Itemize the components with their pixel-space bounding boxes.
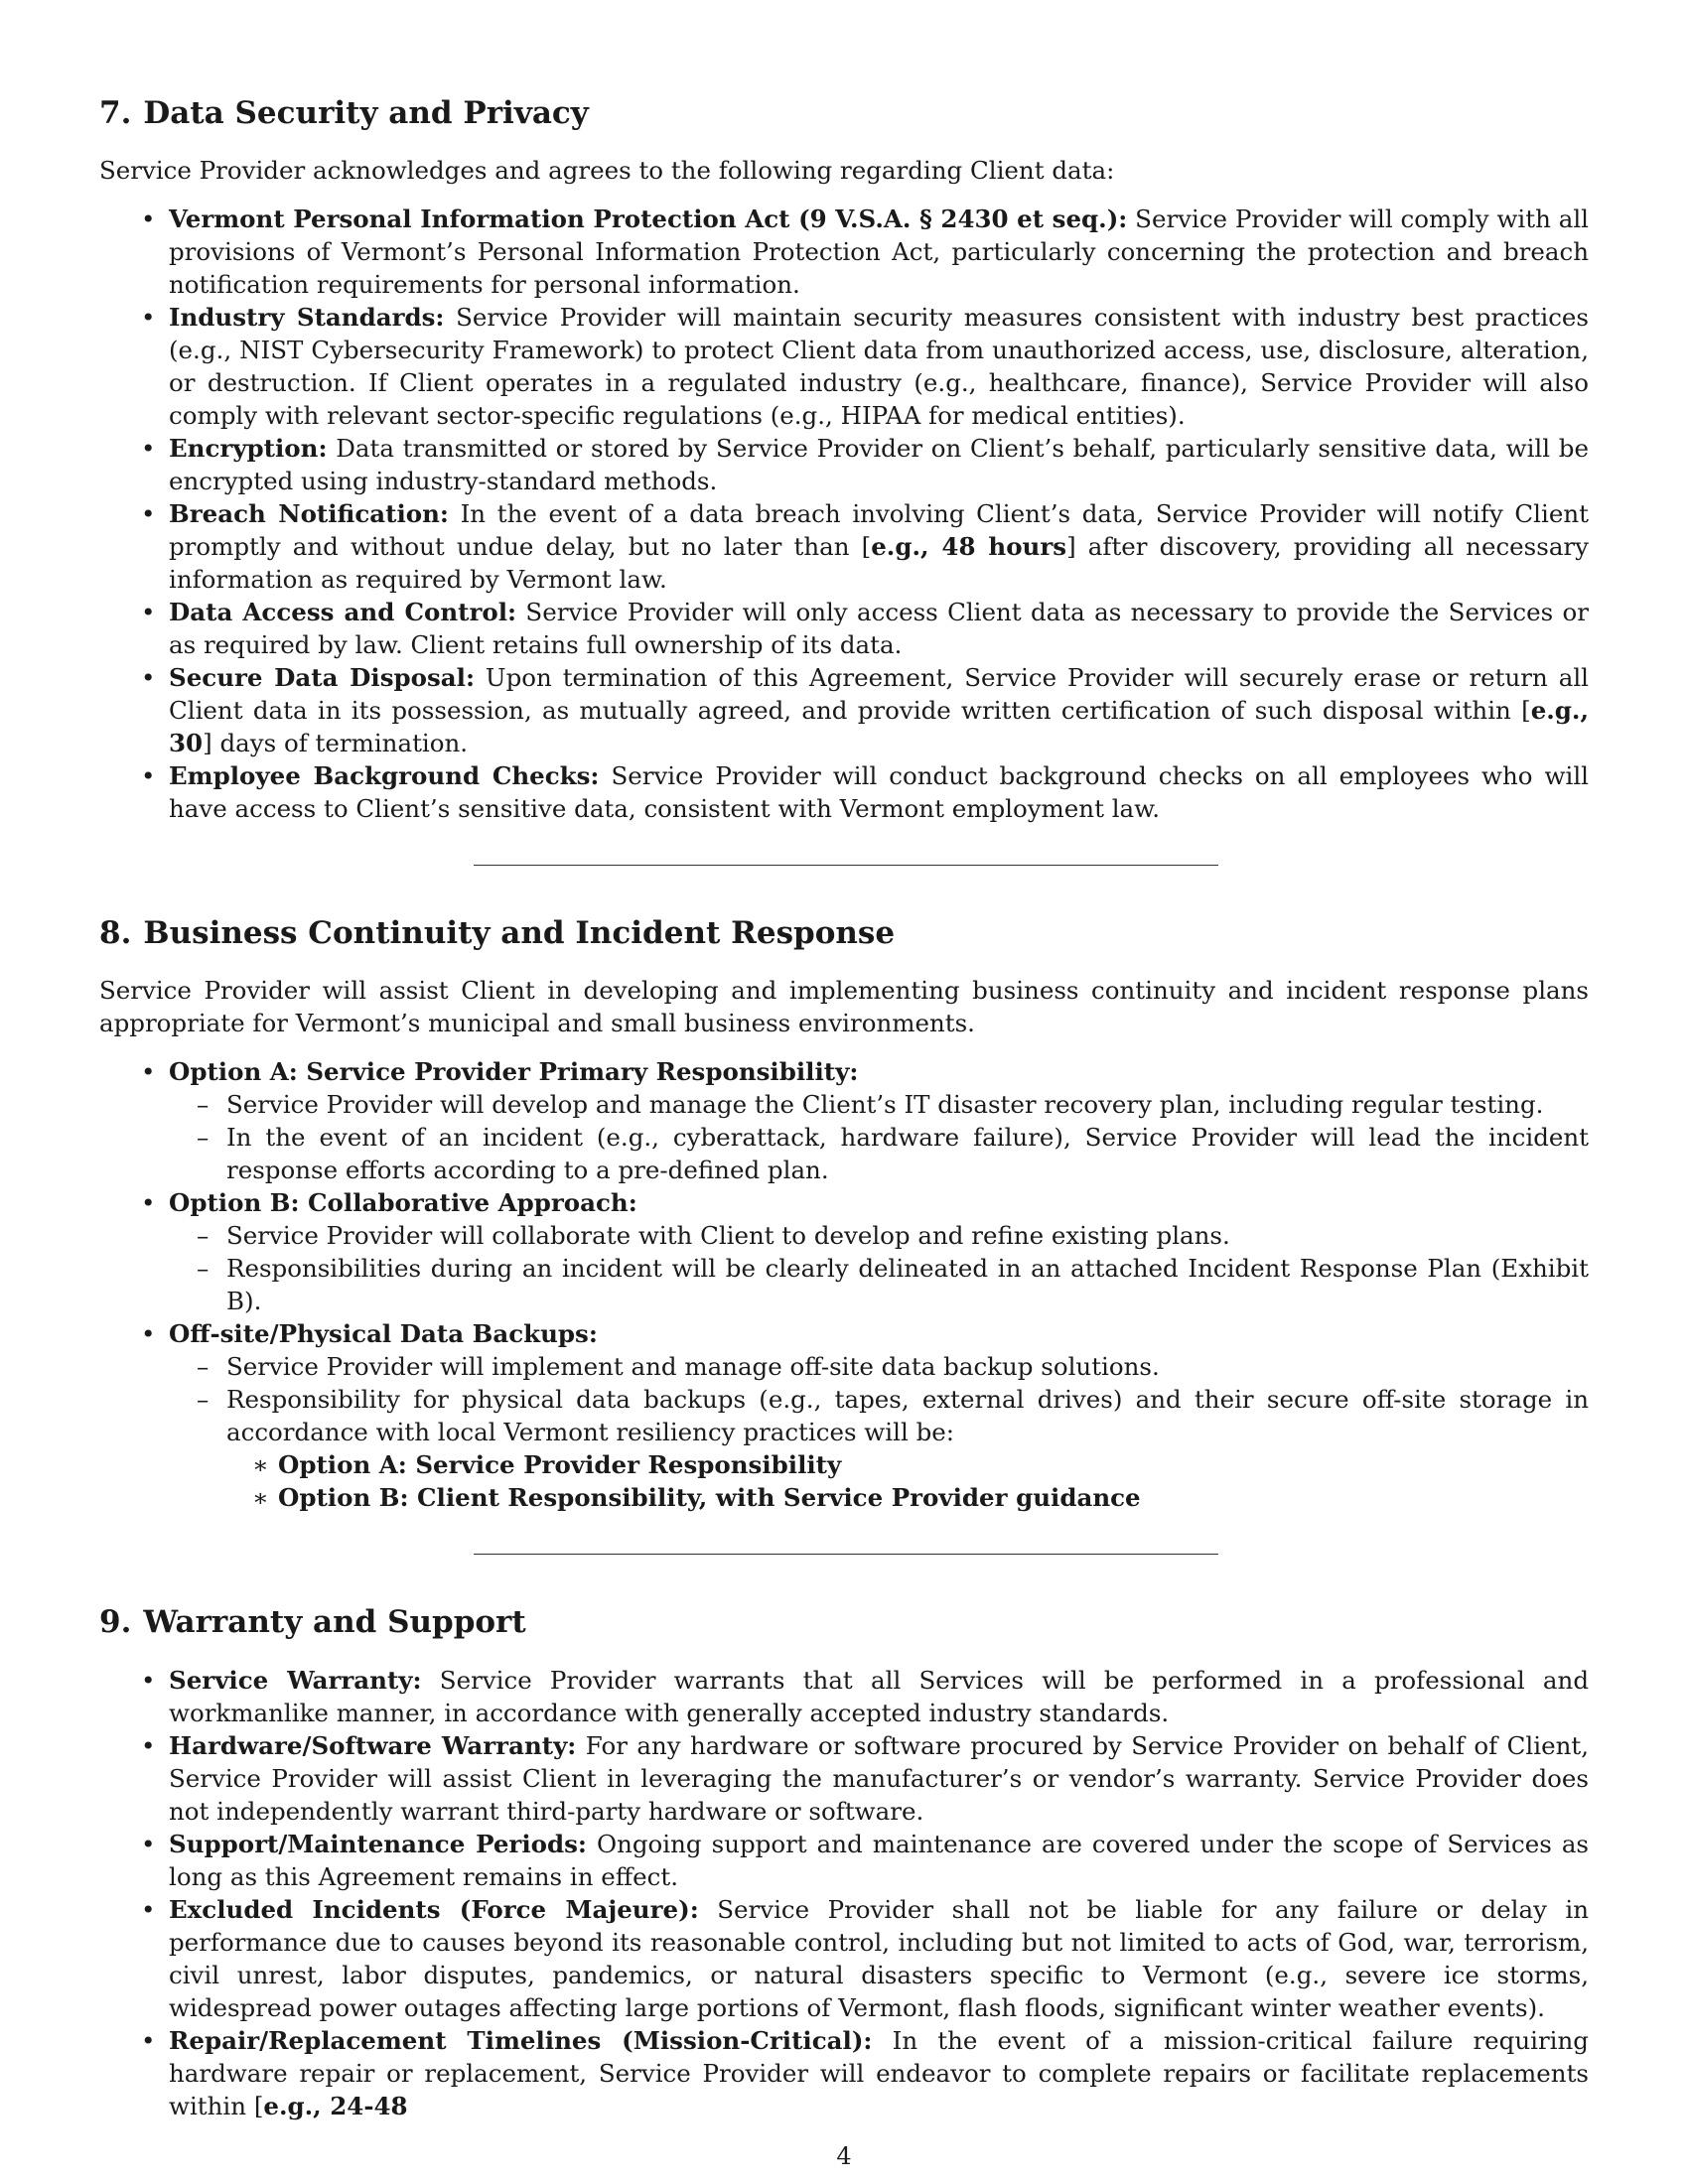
item-text: Service Provider will maintain security measures consistent with industry best practices (e.g., NIST Cybersecurity Framework) to protect Client data from unauthorized access, use, disclosure, alteration, or destruction. If Client operates in a regulated industry (e.g., healthcare, finance), Service Provider will also comply with relevant sector-specific regulations (e.g., HIPAA for medical entities). xyxy=(169,303,1589,431)
sub-item-text: In the event of an incident (e.g., cyberattack, hardware failure), Service Provider will lead the incident response efforts according to a pre-defined plan. xyxy=(226,1123,1589,1185)
sub-list xyxy=(169,1350,1589,1514)
item-label: Option B: Collaborative Approach: xyxy=(169,1188,637,1218)
item-label: Breach Notification: xyxy=(169,499,449,529)
list-item xyxy=(141,759,1590,825)
option-text: Option B: Client Responsibility, with Service Provider guidance xyxy=(278,1483,1141,1513)
section-title: Business Continuity and Incident Response xyxy=(143,915,896,952)
list-item xyxy=(141,1055,1589,1186)
list-item xyxy=(141,1893,1589,2024)
sub-list-item xyxy=(197,1383,1589,1514)
section-7-heading xyxy=(99,95,1589,132)
list-item xyxy=(141,1317,1589,1514)
document-page xyxy=(99,95,1589,2122)
list-item xyxy=(141,1664,1589,1729)
sub-list-item xyxy=(197,1350,1589,1383)
asterisk-icon: ∗ xyxy=(252,1450,269,1480)
sub-item-text: Service Provider will collaborate with Client to develop and refine existing plans. xyxy=(226,1221,1230,1251)
sub-list-item xyxy=(197,1121,1589,1186)
placeholder-value: e.g., 48 hours xyxy=(871,532,1067,562)
dash-icon: – xyxy=(197,1221,210,1251)
section-divider xyxy=(474,1554,1218,1555)
bullet-icon: • xyxy=(141,303,156,333)
section-number: 7. xyxy=(99,95,132,131)
bullet-icon: • xyxy=(141,499,156,529)
sub-list xyxy=(169,1219,1589,1317)
bullet-icon: • xyxy=(141,1057,156,1087)
placeholder-value: e.g., 30 xyxy=(169,696,1589,758)
item-text: Service Provider will only access Client data as necessary to provide the Services or as required by law. Client retains full ownership of its data. xyxy=(169,598,1589,660)
bullet-icon: • xyxy=(141,598,156,627)
item-text: Ongoing support and maintenance are covered under the scope of Services as long as this Agreement remains in effect. xyxy=(169,1829,1589,1891)
bullet-icon: • xyxy=(141,1894,156,1924)
sub-list xyxy=(169,1088,1589,1186)
option-list xyxy=(226,1448,1589,1514)
list-item xyxy=(141,301,1589,432)
list-item xyxy=(141,497,1589,596)
section-number: 8. xyxy=(99,915,132,952)
section-9-heading xyxy=(99,1604,1589,1641)
bullet-icon: • xyxy=(141,434,156,464)
bullet-icon: • xyxy=(141,2025,156,2055)
item-label: Vermont Personal Information Protection Act (9 V.S.A. § 2430 et seq.): xyxy=(169,205,1128,234)
item-text: ] days of termination. xyxy=(203,729,469,758)
bullet-icon: • xyxy=(141,663,156,693)
list-item xyxy=(141,661,1589,759)
bullet-icon: • xyxy=(141,1730,156,1760)
bullet-icon: • xyxy=(141,1665,156,1695)
dash-icon: – xyxy=(197,1352,210,1382)
section-divider xyxy=(474,865,1218,866)
item-text: In the event of a mission-critical failure requiring hardware repair or replacement, Service Provider will endeavor to complete repairs or facilitate replacements within [ xyxy=(169,2025,1589,2120)
sub-item-text: Service Provider will develop and manage the Client’s IT disaster recovery plan, including regular testing. xyxy=(226,1090,1544,1120)
section-9-list xyxy=(99,1664,1589,2122)
bullet-icon: • xyxy=(141,1829,156,1858)
asterisk-icon: ∗ xyxy=(252,1483,269,1513)
list-item xyxy=(141,2024,1589,2122)
option-item xyxy=(252,1448,1589,1481)
dash-icon: – xyxy=(197,1090,210,1120)
section-8-heading xyxy=(99,915,1589,952)
dash-icon: – xyxy=(197,1123,210,1153)
dash-icon: – xyxy=(197,1254,210,1284)
bullet-icon: • xyxy=(141,1319,156,1349)
item-text: Service Provider warrants that all Services will be performed in a professional and workmanlike manner, in accordance with generally accepted industry standards. xyxy=(169,1665,1589,1727)
section-8-intro: Service Provider will assist Client in developing and implementing business continuity and incident response plans appropriate for Vermont’s municipal and small business environments. xyxy=(99,976,1589,1038)
bullet-icon: • xyxy=(141,761,156,791)
sub-list-item xyxy=(197,1252,1589,1317)
item-label: Option A: Service Provider Primary Responsibility: xyxy=(169,1057,859,1087)
sub-item-text: Service Provider will implement and manage off-site data backup solutions. xyxy=(226,1352,1160,1382)
item-label: Secure Data Disposal: xyxy=(169,663,475,693)
section-8-list xyxy=(99,1055,1589,1514)
item-label: Off-site/Physical Data Backups: xyxy=(169,1319,598,1349)
item-label: Industry Standards: xyxy=(169,303,445,333)
item-label: Hardware/Software Warranty: xyxy=(169,1730,577,1760)
list-item xyxy=(141,432,1589,497)
item-text: Service Provider will comply with all provisions of Vermont’s Personal Information Protection Act, particularly concerning the protection and breach notification requirements for personal information. xyxy=(169,205,1589,300)
item-label: Repair/Replacement Timelines (Mission-Critical): xyxy=(169,2025,873,2055)
section-number: 9. xyxy=(99,1604,132,1641)
item-label: Data Access and Control: xyxy=(169,598,517,627)
section-7-intro: Service Provider acknowledges and agrees to the following regarding Client data: xyxy=(99,156,1115,186)
list-item xyxy=(141,1186,1589,1317)
item-text: Service Provider will conduct background checks on all employees who will have access to Client’s sensitive data, consistent with Vermont employment law. xyxy=(169,761,1590,824)
sub-item-text: Responsibilities during an incident will be clearly delineated in an attached Incident Response Plan (Exhibit B). xyxy=(226,1254,1589,1316)
sub-list-item xyxy=(197,1088,1589,1121)
list-item xyxy=(141,1828,1589,1893)
list-item xyxy=(141,203,1589,301)
item-text: In the event of a data breach involving Client’s data, Service Provider will notify Client promptly and without undue delay, but no later than [ xyxy=(169,499,1589,562)
bullet-icon: • xyxy=(141,205,156,234)
section-title: Warranty and Support xyxy=(143,1604,526,1641)
item-text: Data transmitted or stored by Service Provider on Client’s behalf, particularly sensitive data, will be encrypted using industry-standard methods. xyxy=(169,434,1589,496)
item-label: Employee Background Checks: xyxy=(169,761,600,791)
placeholder-value: e.g., 24-48 xyxy=(263,2091,408,2120)
item-text: Service Provider shall not be liable for any failure or delay in performance due to causes beyond its reasonable control, including but not limited to acts of God, war, terrorism, civil unrest, labor disputes, pandemics, or natural disasters specific to Vermont (e.g., severe ice storms, widespread power outages affecting large portions of Vermont, flash floods, significant winter weather events). xyxy=(169,1894,1589,2022)
bullet-icon: • xyxy=(141,1188,156,1218)
option-item xyxy=(252,1481,1589,1514)
section-7-list xyxy=(99,203,1589,825)
page-number: 4 xyxy=(836,2142,852,2170)
item-text: For any hardware or software procured by Service Provider on behalf of Client, Service Provider will assist Client in leveraging the manufacturer’s or vendor’s warranty. Service Provider does not independently warrant third-party hardware or software. xyxy=(169,1730,1589,1826)
item-label: Excluded Incidents (Force Majeure): xyxy=(169,1894,699,1924)
item-text: Upon termination of this Agreement, Service Provider will securely erase or return all Client data in its possession, as mutually agreed, and provide written certification of such disposal within [ xyxy=(169,663,1589,726)
list-item xyxy=(141,596,1589,661)
sub-item-text: Responsibility for physical data backups (e.g., tapes, external drives) and their secure off-site storage in accordance with local Vermont resiliency practices will be: xyxy=(226,1385,1589,1447)
item-label: Service Warranty: xyxy=(169,1665,422,1695)
sub-list-item xyxy=(197,1219,1589,1252)
option-text: Option A: Service Provider Responsibility xyxy=(278,1450,842,1480)
item-text: ] after discovery, providing all necessary information as required by Vermont law. xyxy=(169,532,1589,595)
item-label: Support/Maintenance Periods: xyxy=(169,1829,587,1858)
section-title: Data Security and Privacy xyxy=(143,95,589,131)
dash-icon: – xyxy=(197,1385,210,1415)
item-label: Encryption: xyxy=(169,434,328,464)
list-item xyxy=(141,1729,1589,1828)
